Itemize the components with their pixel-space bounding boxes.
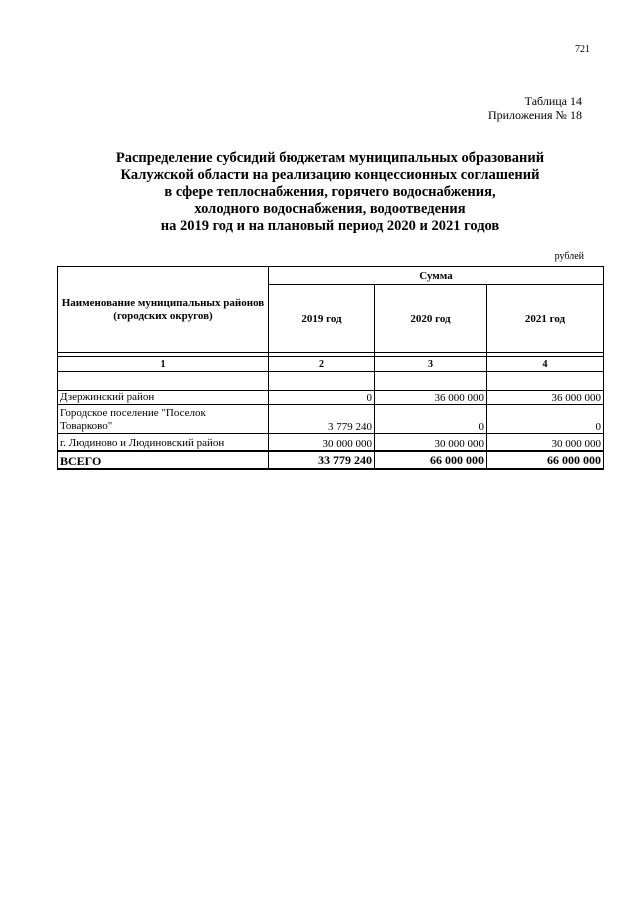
column-number: 2 bbox=[269, 357, 375, 372]
value-2021: 36 000 000 bbox=[487, 391, 604, 405]
value-2021: 0 bbox=[487, 405, 604, 434]
total-2019: 33 779 240 bbox=[269, 451, 375, 469]
total-2020: 66 000 000 bbox=[375, 451, 487, 469]
value-2020: 30 000 000 bbox=[375, 434, 487, 452]
appendix-number: Приложения № 18 bbox=[487, 108, 582, 122]
table-row bbox=[58, 434, 604, 452]
value-2019: 30 000 000 bbox=[269, 434, 375, 452]
header-name-line: (городских округов) bbox=[113, 309, 213, 322]
table-reference: Таблица 14 bbox=[524, 94, 582, 108]
table-row bbox=[58, 405, 604, 434]
table-header-row bbox=[58, 267, 604, 285]
district-name-line: Городское поселение "Поселок bbox=[60, 407, 206, 419]
value-2019: 3 779 240 bbox=[269, 405, 375, 434]
column-number: 1 bbox=[58, 357, 269, 372]
district-name: Дзержинский район bbox=[58, 391, 269, 405]
header-name-column bbox=[58, 267, 269, 353]
header-name-line: Наименование муниципальных районов bbox=[61, 296, 265, 309]
value-2020: 36 000 000 bbox=[375, 391, 487, 405]
district-name-line: Товарково" bbox=[60, 420, 113, 432]
title-line: в сфере теплоснабжения, горячего водоснабжения, bbox=[164, 184, 496, 200]
column-number: 4 bbox=[487, 357, 604, 372]
column-number-row bbox=[58, 357, 604, 372]
units-label: рублей bbox=[554, 251, 584, 262]
header-year-2021: 2021 год bbox=[487, 285, 604, 353]
total-label: ВСЕГО bbox=[58, 451, 269, 469]
header-year-2019: 2019 год bbox=[269, 285, 375, 353]
header-year-2020: 2020 год bbox=[375, 285, 487, 353]
value-2019: 0 bbox=[269, 391, 375, 405]
appendix-reference bbox=[470, 94, 582, 122]
total-2021: 66 000 000 bbox=[487, 451, 604, 469]
title-line: Калужской области на реализацию концессионных соглашений bbox=[120, 167, 540, 183]
total-row bbox=[58, 451, 604, 469]
subsidy-table bbox=[57, 266, 604, 470]
page-number: 721 bbox=[575, 44, 590, 55]
document-title bbox=[60, 150, 600, 235]
header-sum: Сумма bbox=[269, 267, 604, 285]
gap-row bbox=[58, 372, 604, 391]
value-2021: 30 000 000 bbox=[487, 434, 604, 452]
district-name bbox=[58, 405, 269, 434]
district-name: г. Людиново и Людиновский район bbox=[58, 434, 269, 452]
value-2020: 0 bbox=[375, 405, 487, 434]
column-number: 3 bbox=[375, 357, 487, 372]
title-line: холодного водоснабжения, водоотведения bbox=[194, 201, 466, 217]
table-row bbox=[58, 391, 604, 405]
title-line: Распределение субсидий бюджетам муниципальных образований bbox=[115, 150, 545, 166]
title-line: на 2019 год и на плановый период 2020 и 2021 годов bbox=[160, 218, 500, 234]
